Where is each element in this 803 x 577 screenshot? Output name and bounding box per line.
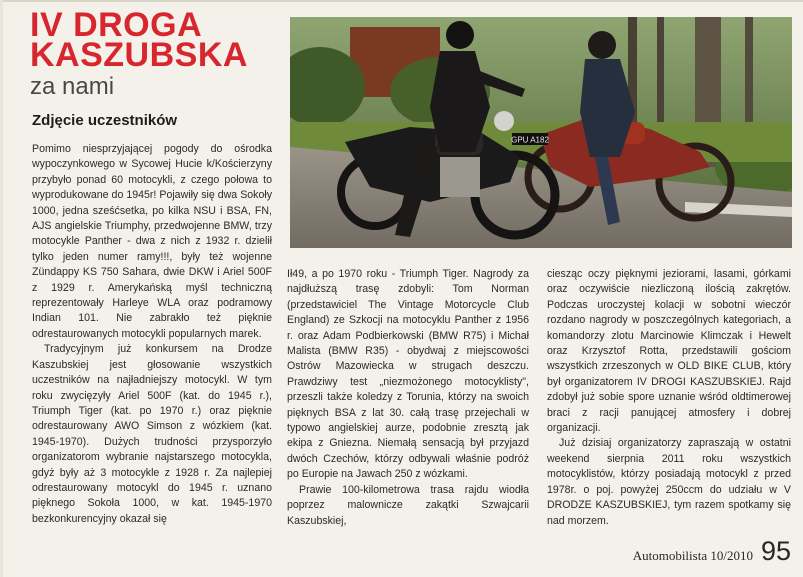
section-heading: Zdjęcie uczestników	[32, 112, 178, 129]
article-subtitle: za nami	[30, 73, 115, 100]
title-line-2: KASZUBSKA	[30, 36, 248, 74]
magazine-issue: Automobilista 10/2010	[632, 548, 753, 563]
title-line-1: IV DROGA	[30, 6, 203, 44]
headlight	[494, 111, 514, 131]
page-number: 95	[760, 536, 791, 566]
photo-illustration	[290, 17, 792, 248]
article-column-3	[547, 267, 791, 529]
article-title	[30, 6, 248, 74]
rider-head	[588, 31, 616, 59]
license-plate-text: GPU A182	[511, 135, 549, 145]
paragraph: Ił49, a po 1970 roku - Triumph Tiger. Nagrody za najdłuższą trasę zdobyli: Tom Norman (przedstawiciel The Vintage Motorcycle Club England) ze Szkocji na motocyklu Panther z 1956 r. oraz Adam Podbierkowski (BMW R75) i Michał Malista (BMW R35) - obydwaj z miejscowości Ostrów Mazowiecka w strugach deszczu. Prawdziwy test „niezmożonego motocyklisty", przeszli także koledzy z Torunia, którzy na swoich pięknych BSA z lat 30. całą trasę przejechali w typowo angielskiej aurze, podobnie zresztą jak ekipa z Gniezna. Niemałą sensacją był przyjazd dwóch Czechów, którzy odbywali właśnie podróż po Europie na Jawach 250 z wózkami.	[287, 268, 529, 481]
article-column-2	[287, 267, 529, 529]
paragraph: Pomimo niesprzyjającej pogody do ośrodka wypoczynkowego w Sycowej Hucie k/Kościerzyny przybyło ponad 60 motocykli, z czego połowa to wyprodukowane do 1945r! Pojawiły się dwa Sokoły 1000, jedna sześćsetka, po kilka NSU i BSA, FN, AJS angielskie Triumphy, przedwojenne BMW, trzy motocykle Panther - dwa z nich z 1932 r. dzielił tylko jeden numer ramy!!!, były też wojenne Zündappy KS 750 Sahara, dwie DKW i Ariel 500F z 1929 r. Amerykańską myśl techniczną reprezentowały Harleye WLA oraz podramowy Indian 101. Nie zabrakło też pięknie odrestaurowanych motocykli popularnych marek.	[32, 143, 272, 340]
rider-head	[446, 21, 474, 49]
paragraph: ciesząc oczy pięknymi jeziorami, lasami, górkami oraz oczywiście niezliczoną ilością zakrętów. Podczas uroczystej kolacji w sobotni wieczór rozdano nagrody w poszczególnych kategoriach, a komandorzy zlotu Marcinowie Klimczak i Hewelt oraz Krzysztof Rotta, przedstawili gościom wszystkich zrzeszonych w OLD BIKE CLUB, który był organizatorem IV DROGI KASZUBSKIEJ. Rajd zdobył już sobie spore uznanie wśród oldtimerowej braci z racji panującej atmosfery i dobrej organizacji.	[547, 268, 791, 435]
paragraph: Tradycyjnym już konkursem na Drodze Kaszubskiej jest głosowanie wszystkich uczestników na najładniejszy motocykl. W tym roku zwycięzyły Ariel 500F (kat. do 1945 r.), Triumph Tiger (kat. po 1970 r.) oraz pięknie odrestaurowany AWO Simson z wózkiem (kat. 1945-1970). Dużych trudności przysporzyło organizatorom wybranie najstarszego motocykla, gdyż były aż 3 motocykle z 1928 r. Za najlepiej odrestaurowany motocykl do 1945 r. uznano pięknego Sokoła 1000, w kat. 1945-1970 bezkonkurencyjny okazał się	[32, 343, 272, 525]
participants-photo	[290, 17, 792, 248]
article-column-1	[32, 142, 272, 527]
engine	[440, 157, 480, 197]
page-edge-top	[0, 0, 803, 2]
tree-trunk	[657, 17, 664, 127]
paragraph: Prawie 100-kilometrowa trasa rajdu wiodła poprzez malownicze zakątki Szwajcarii Kaszubskiej,	[287, 483, 529, 527]
page-footer	[633, 536, 791, 567]
page-edge-left	[0, 0, 3, 577]
paragraph: Już dzisiaj organizatorzy zapraszają w ostatni weekend sierpnia 2011 roku wszystkich motocyklistów, którzy posiadają motocykl z przed 1978r. o poj. powyżej 250ccm do udziału w V DRODZE KASZUBSKIEJ, tym razem spotkamy się nad morzem.	[547, 437, 791, 527]
